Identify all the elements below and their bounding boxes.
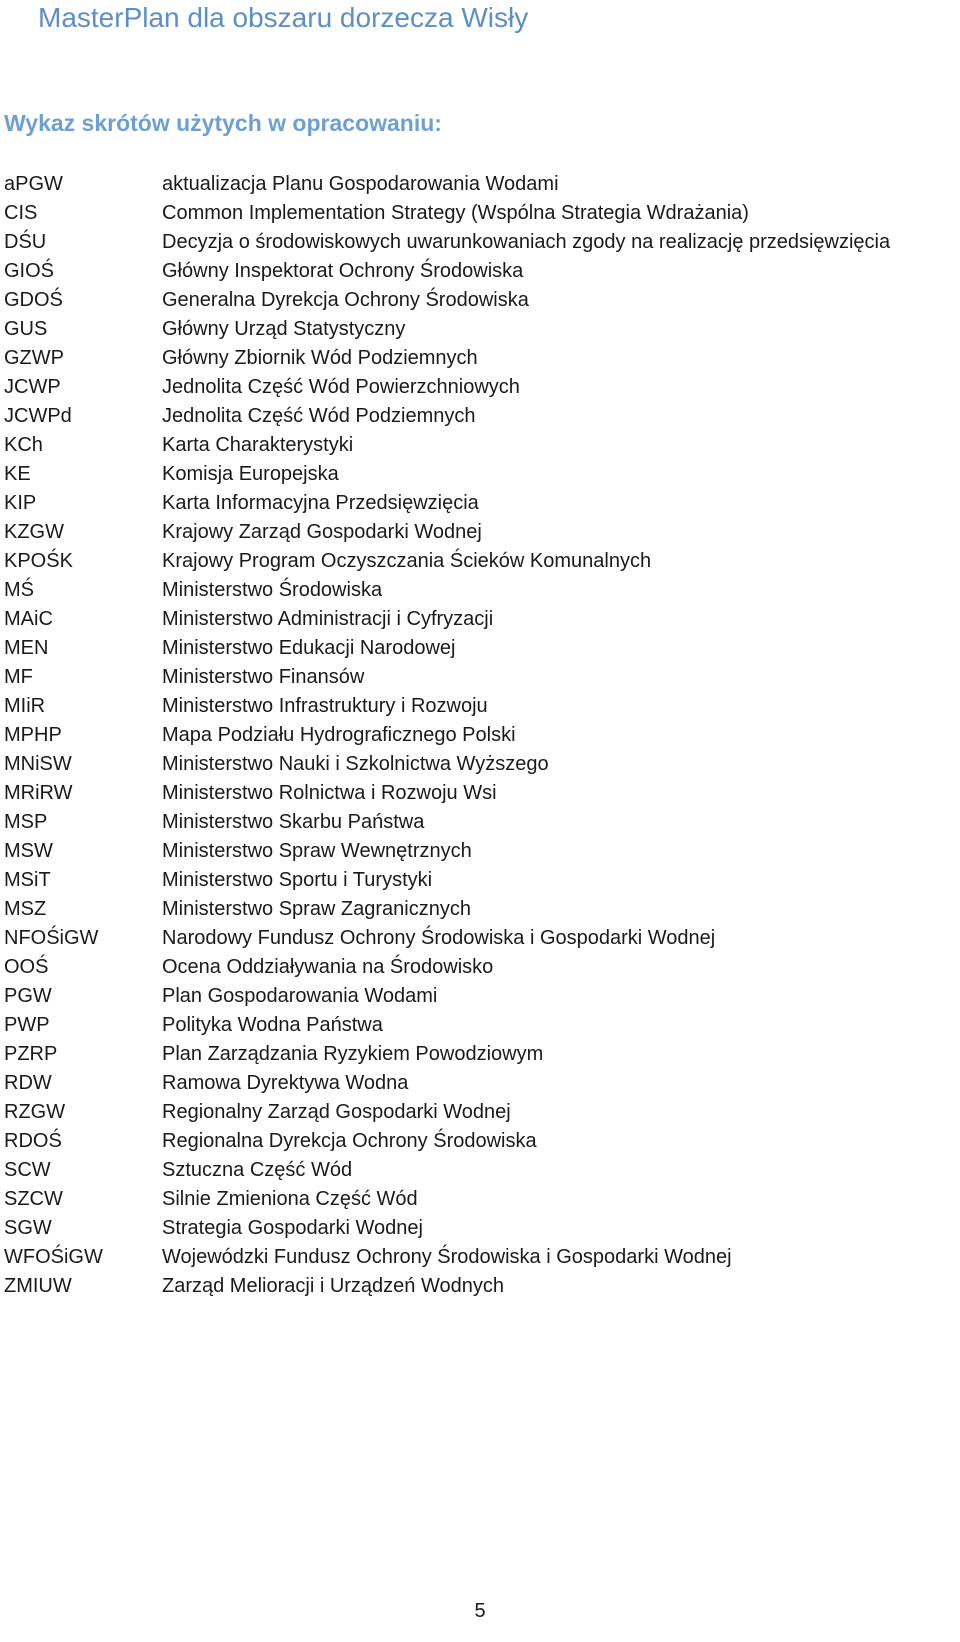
abbreviation-term: KCh <box>4 434 43 456</box>
abbreviation-term: DŚU <box>4 231 47 253</box>
abbreviation-row <box>4 924 956 953</box>
abbreviation-term: GZWP <box>4 347 64 369</box>
abbreviation-term: NFOŚiGW <box>4 927 99 949</box>
abbreviation-row <box>4 982 956 1011</box>
abbreviation-row <box>4 576 956 605</box>
abbreviation-term: PWP <box>4 1014 50 1036</box>
abbreviation-row <box>4 1011 956 1040</box>
abbreviation-definition: Sztuczna Część Wód <box>162 1159 353 1181</box>
abbreviation-row <box>4 1098 956 1127</box>
abbreviation-term: MNiSW <box>4 753 72 775</box>
abbreviation-row <box>4 373 956 402</box>
abbreviation-definition: Ministerstwo Administracji i Cyfryzacji <box>162 608 494 630</box>
abbreviation-term: MAiC <box>4 608 53 630</box>
abbreviation-definition: Strategia Gospodarki Wodnej <box>162 1217 423 1239</box>
abbreviation-term: CIS <box>4 202 38 224</box>
abbreviation-row <box>4 1040 956 1069</box>
abbreviation-term: KPOŚK <box>4 550 73 572</box>
abbreviation-definition: Wojewódzki Fundusz Ochrony Środowiska i Gospodarki Wodnej <box>162 1246 732 1268</box>
abbreviation-row <box>4 1185 956 1214</box>
abbreviation-row <box>4 431 956 460</box>
abbreviation-row <box>4 199 956 228</box>
abbreviation-row <box>4 460 956 489</box>
abbreviation-definition: Jednolita Część Wód Podziemnych <box>162 405 476 427</box>
abbreviation-definition: Ministerstwo Skarbu Państwa <box>162 811 425 833</box>
abbreviation-definition: Karta Informacyjna Przedsięwzięcia <box>162 492 479 514</box>
abbreviation-row <box>4 808 956 837</box>
abbreviation-row <box>4 1214 956 1243</box>
abbreviation-row <box>4 1243 956 1272</box>
abbreviation-term: JCWP <box>4 376 61 398</box>
abbreviation-row <box>4 750 956 779</box>
abbreviation-row <box>4 1069 956 1098</box>
abbreviation-term: PGW <box>4 985 52 1007</box>
abbreviation-term: MEN <box>4 637 49 659</box>
abbreviation-row <box>4 315 956 344</box>
abbreviation-row <box>4 837 956 866</box>
abbreviation-term: SZCW <box>4 1188 63 1210</box>
abbreviation-row <box>4 1156 956 1185</box>
page-number: 5 <box>474 1600 486 1622</box>
abbreviation-definition: Główny Inspektorat Ochrony Środowiska <box>162 260 524 282</box>
abbreviation-row <box>4 866 956 895</box>
abbreviation-definition: Ocena Oddziaływania na Środowisko <box>162 956 494 978</box>
abbreviation-definition: Silnie Zmieniona Część Wód <box>162 1188 418 1210</box>
abbreviation-definition: Krajowy Program Oczyszczania Ścieków Komunalnych <box>162 550 652 572</box>
abbreviation-term: GUS <box>4 318 48 340</box>
abbreviation-row <box>4 170 956 199</box>
abbreviation-term: MSP <box>4 811 48 833</box>
abbreviation-term: GDOŚ <box>4 289 63 311</box>
abbreviation-definition: Common Implementation Strategy (Wspólna Strategia Wdrażania) <box>162 202 749 224</box>
abbreviation-definition: Krajowy Zarząd Gospodarki Wodnej <box>162 521 482 543</box>
abbreviation-row <box>4 489 956 518</box>
abbreviation-row <box>4 228 956 257</box>
abbreviation-term: MPHP <box>4 724 62 746</box>
abbreviation-definition: Generalna Dyrekcja Ochrony Środowiska <box>162 289 529 311</box>
abbreviation-row <box>4 895 956 924</box>
abbreviation-definition: Regionalny Zarząd Gospodarki Wodnej <box>162 1101 511 1123</box>
abbreviation-definition: Ministerstwo Spraw Wewnętrznych <box>162 840 472 862</box>
abbreviation-term: RDW <box>4 1072 52 1094</box>
abbreviation-row <box>4 605 956 634</box>
abbreviation-row <box>4 634 956 663</box>
abbreviation-row <box>4 953 956 982</box>
abbreviation-term: WFOŚiGW <box>4 1246 103 1268</box>
abbreviation-term: MRiRW <box>4 782 73 804</box>
abbreviation-row <box>4 257 956 286</box>
abbreviation-term: aPGW <box>4 173 63 195</box>
abbreviation-term: MŚ <box>4 579 34 601</box>
abbreviation-definition: Mapa Podziału Hydrograficznego Polski <box>162 724 516 746</box>
abbreviation-list <box>4 170 956 1301</box>
abbreviation-definition: Ministerstwo Nauki i Szkolnictwa Wyższego <box>162 753 549 775</box>
abbreviation-definition: Ministerstwo Środowiska <box>162 579 383 601</box>
abbreviation-row <box>4 344 956 373</box>
abbreviation-definition: Plan Gospodarowania Wodami <box>162 985 438 1007</box>
abbreviation-term: GIOŚ <box>4 260 55 282</box>
abbreviation-row <box>4 779 956 808</box>
abbreviation-definition: Komisja Europejska <box>162 463 339 485</box>
abbreviation-term: RDOŚ <box>4 1130 62 1152</box>
document-title: MasterPlan dla obszaru dorzecza Wisły <box>38 2 529 33</box>
abbreviation-definition: Narodowy Fundusz Ochrony Środowiska i Gospodarki Wodnej <box>162 927 716 949</box>
abbreviation-definition: Główny Urząd Statystyczny <box>162 318 406 340</box>
abbreviation-definition: Karta Charakterystyki <box>162 434 354 456</box>
abbreviation-definition: Ministerstwo Edukacji Narodowej <box>162 637 456 659</box>
abbreviation-term: KE <box>4 463 31 485</box>
abbreviation-definition: Ministerstwo Infrastruktury i Rozwoju <box>162 695 488 717</box>
section-heading: Wykaz skrótów użytych w opracowaniu: <box>4 110 442 136</box>
abbreviation-term: SGW <box>4 1217 52 1239</box>
abbreviation-term: KZGW <box>4 521 64 543</box>
abbreviation-row <box>4 663 956 692</box>
abbreviation-definition: aktualizacja Planu Gospodarowania Wodami <box>162 173 559 195</box>
abbreviation-term: SCW <box>4 1159 51 1181</box>
abbreviation-row <box>4 547 956 576</box>
abbreviation-term: MIiR <box>4 695 46 717</box>
abbreviation-row <box>4 286 956 315</box>
abbreviation-term: OOŚ <box>4 956 49 978</box>
abbreviation-definition: Ministerstwo Spraw Zagranicznych <box>162 898 471 920</box>
abbreviation-definition: Decyzja o środowiskowych uwarunkowaniach zgody na realizację przedsięwzięcia <box>162 231 891 253</box>
abbreviation-definition: Zarząd Melioracji i Urządzeń Wodnych <box>162 1275 504 1297</box>
abbreviation-definition: Polityka Wodna Państwa <box>162 1014 383 1036</box>
abbreviation-definition: Regionalna Dyrekcja Ochrony Środowiska <box>162 1130 537 1152</box>
abbreviation-definition: Jednolita Część Wód Powierzchniowych <box>162 376 520 398</box>
abbreviation-definition: Ministerstwo Rolnictwa i Rozwoju Wsi <box>162 782 497 804</box>
abbreviation-definition: Główny Zbiornik Wód Podziemnych <box>162 347 478 369</box>
abbreviation-term: MSW <box>4 840 53 862</box>
abbreviation-definition: Ministerstwo Finansów <box>162 666 365 688</box>
abbreviation-term: ZMIUW <box>4 1275 72 1297</box>
abbreviation-definition: Ramowa Dyrektywa Wodna <box>162 1072 409 1094</box>
abbreviation-row <box>4 692 956 721</box>
abbreviation-row <box>4 402 956 431</box>
abbreviation-term: KIP <box>4 492 37 514</box>
abbreviation-term: JCWPd <box>4 405 72 427</box>
abbreviation-row <box>4 1127 956 1156</box>
abbreviation-term: MF <box>4 666 33 688</box>
abbreviation-term: MSZ <box>4 898 47 920</box>
abbreviation-definition: Ministerstwo Sportu i Turystyki <box>162 869 433 891</box>
abbreviation-term: MSiT <box>4 869 51 891</box>
abbreviation-row <box>4 721 956 750</box>
abbreviation-term: PZRP <box>4 1043 58 1065</box>
abbreviation-row <box>4 1272 956 1301</box>
abbreviation-definition: Plan Zarządzania Ryzykiem Powodziowym <box>162 1043 544 1065</box>
abbreviation-row <box>4 518 956 547</box>
abbreviation-term: RZGW <box>4 1101 66 1123</box>
